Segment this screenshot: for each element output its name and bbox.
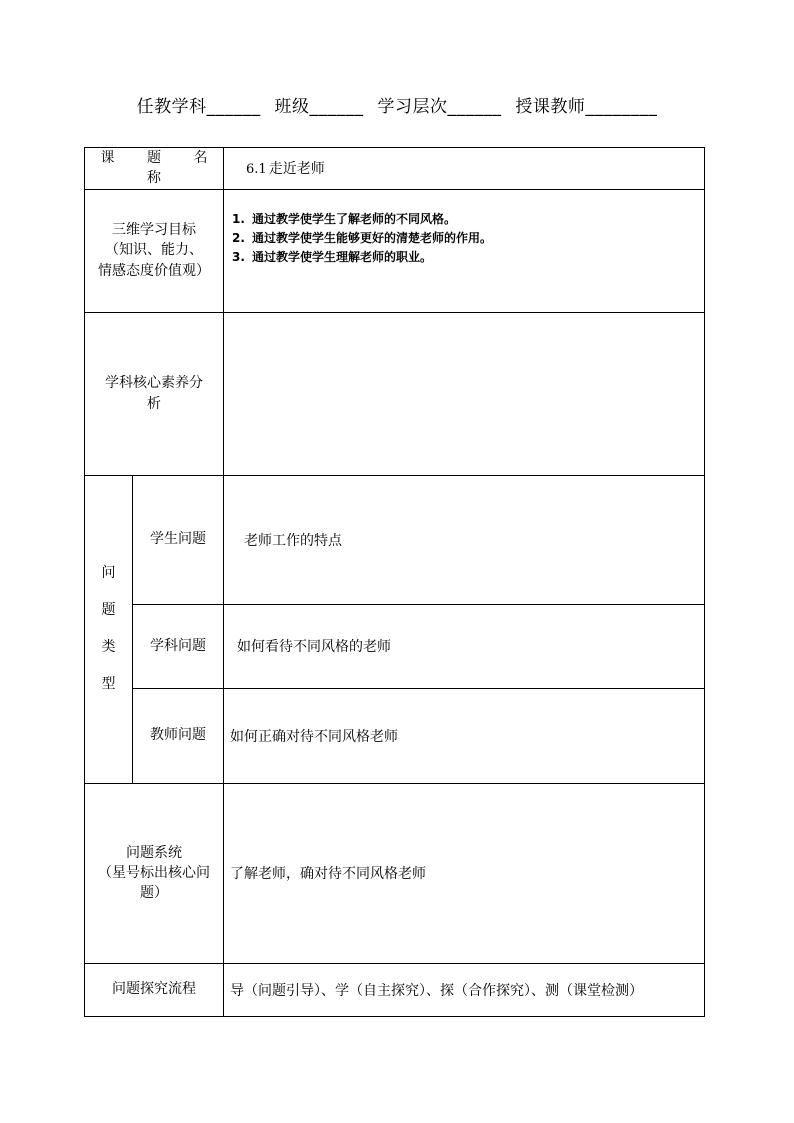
teacher-question-value: 如何正确对待不同风格老师 xyxy=(224,688,705,783)
lesson-plan-table xyxy=(84,147,705,1017)
level-field: 学习层次______ xyxy=(377,97,502,117)
subject-question-value: 如何看待不同风格的老师 xyxy=(224,604,705,688)
goals-row xyxy=(85,189,705,312)
process-value: 导（问题引导）、学（自主探究）、探（合作探究）、测（课堂检测） xyxy=(224,963,705,1016)
goal-item: 3. 通过教学使学生理解老师的职业。 xyxy=(232,249,433,264)
topic-label: 课 题 名 称 xyxy=(85,148,224,190)
teacher-question-label: 教师问题 xyxy=(133,688,224,783)
question-system-value: 了解老师，确对待不同风格老师 xyxy=(224,783,705,963)
topic-row xyxy=(85,148,705,190)
subject-field: 任教学科______ xyxy=(136,97,261,117)
goals-label xyxy=(85,189,224,312)
teacher-field: 授课教师________ xyxy=(515,97,658,117)
page-header xyxy=(0,92,794,117)
goals-content xyxy=(224,189,705,312)
question-system-label: 问题系统 （星号标出核心问 题） xyxy=(85,783,224,963)
topic-title: 走近老师 xyxy=(268,161,325,178)
subject-question-label: 学科问题 xyxy=(133,604,224,688)
class-field: 班级______ xyxy=(274,97,364,117)
goals-label-line2: （知识、能力、 xyxy=(105,242,203,259)
process-label: 问题探究流程 xyxy=(85,963,224,1016)
goals-label-line3: 情感态度价值观） xyxy=(98,262,210,279)
student-question-label: 学生问题 xyxy=(133,475,224,604)
core-literacy-value xyxy=(224,312,705,475)
teacher-question-row xyxy=(85,688,705,783)
goals-label-line1: 三维学习目标 xyxy=(112,222,196,239)
goal-item: 1. 通过教学使学生了解老师的不同风格。 xyxy=(232,211,457,226)
question-type-label: 问 题 类 型 xyxy=(85,475,133,783)
core-literacy-label: 学科核心素养分 析 xyxy=(85,312,224,475)
core-literacy-row xyxy=(85,312,705,475)
goals-list xyxy=(224,210,704,267)
process-row xyxy=(85,963,705,1016)
subject-question-row xyxy=(85,604,705,688)
student-question-value: 老师工作的特点 xyxy=(224,475,705,604)
question-system-row xyxy=(85,783,705,963)
topic-value xyxy=(224,148,705,190)
student-question-row xyxy=(85,475,705,604)
topic-number: 6.1 xyxy=(246,162,267,178)
goal-item: 2. 通过教学使学生能够更好的清楚老师的作用。 xyxy=(232,230,493,245)
